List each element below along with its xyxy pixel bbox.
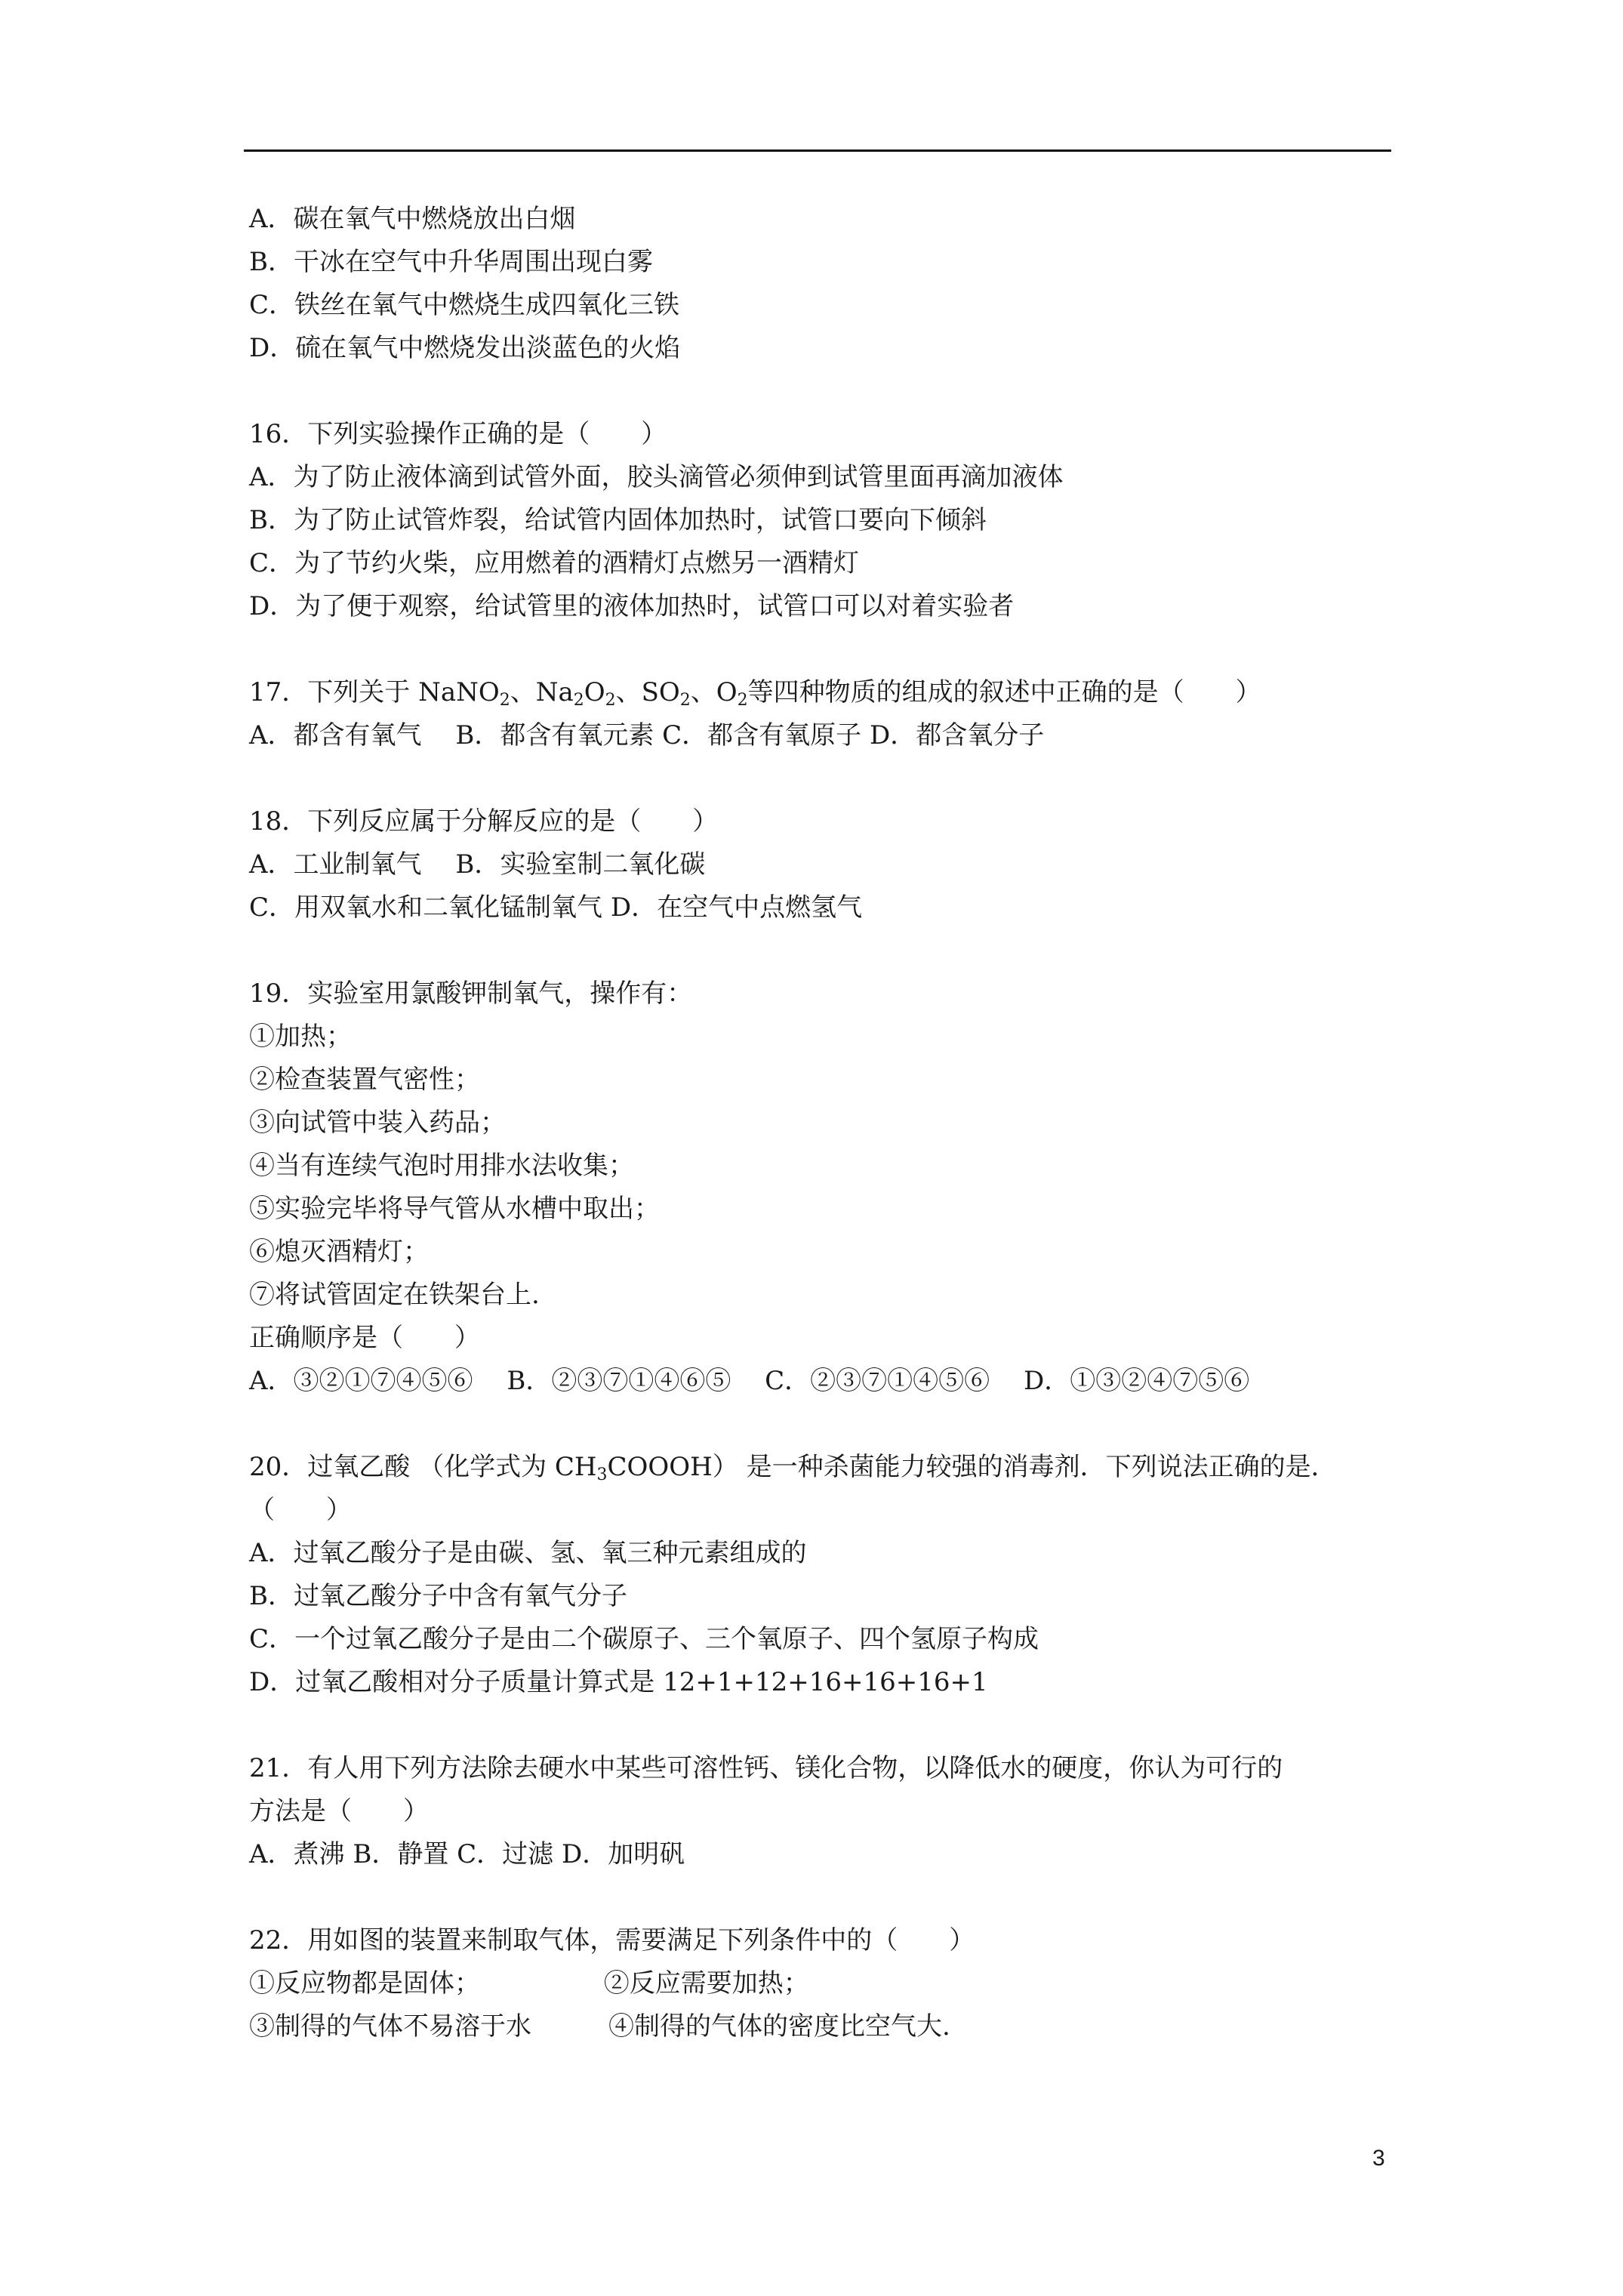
q19-step: ②检查装置气密性； <box>249 1065 480 1095</box>
q19-step: ③向试管中装入药品； <box>249 1108 506 1138</box>
q19-step: ①加热； <box>249 1022 352 1052</box>
header-rule <box>244 149 1391 152</box>
q18-options-line1: A．工业制氧气 B．实验室制二氧化碳 <box>249 849 706 880</box>
q22-conditions-line2: ③制得的气体不易溶于水 ④制得的气体的密度比空气大. <box>249 2011 950 2042</box>
q20-option-d: D．过氧乙酸相对分子质量计算式是 12+1+12+16+16+16+1 <box>249 1667 988 1697</box>
q17-stem: 17．下列关于 NaNO$_2$、$Na_2O_2$、$SO_2$、$O_2$等四种物质的组成的叙述中正确的是（ ） <box>249 677 1261 710</box>
q22-stem: 22．用如图的装置来制取气体，需要满足下列条件中的（ ） <box>249 1925 975 1955</box>
q19-step: ⑦将试管固定在铁架台上. <box>249 1280 540 1310</box>
q16-option-a: A．为了防止液体滴到试管外面，胶头滴管必须伸到试管里面再滴加液体 <box>249 462 1064 492</box>
q17-options: A．都含有氧气 B．都含有氧元素 C．都含有氧原子 D．都含氧分子 <box>249 720 1045 750</box>
q19-step: ⑥熄灭酒精灯； <box>249 1237 429 1267</box>
page-content <box>249 198 1404 2048</box>
page-number: 3 <box>1372 2146 1385 2171</box>
q15-option-b: B．干冰在空气中升华周围出现白雾 <box>249 247 653 277</box>
q21-options: A．煮沸 B．静置 C．过滤 D．加明矾 <box>249 1839 685 1869</box>
q20-stem-line2: （ ） <box>249 1495 352 1525</box>
q19-stem: 19．实验室用氯酸钾制氧气，操作有： <box>249 978 693 1009</box>
q20-option-b: B．过氧乙酸分子中含有氧气分子 <box>249 1581 627 1611</box>
q15-option-d: D．硫在氧气中燃烧发出淡蓝色的火焰 <box>249 333 681 363</box>
q22-conditions-line1: ①反应物都是固体； ②反应需要加热； <box>249 1968 809 1999</box>
q20-stem-line1: 20．过氧乙酸 （化学式为 $CH_3COOOH$） 是一种杀菌能力较强的消毒剂．下列说法正确的是． <box>249 1452 1337 1484</box>
q18-options-line2: C．用双氧水和二氧化锰制氧气 D．在空气中点燃氢气 <box>249 892 863 923</box>
q19-options: A．③②①⑦④⑤⑥ B．②③⑦①④⑥⑤ C．②③⑦①④⑤⑥ D．①③②④⑦⑤⑥ <box>249 1366 1250 1396</box>
q19-step: ④当有连续气泡时用排水法收集； <box>249 1151 634 1181</box>
q19-question: 正确顺序是（ ） <box>249 1323 480 1353</box>
q19-step: ⑤实验完毕将导气管从水槽中取出； <box>249 1194 660 1224</box>
q15-option-a: A．碳在氧气中燃烧放出白烟 <box>249 204 576 234</box>
q21-stem-line2: 方法是（ ） <box>249 1796 429 1826</box>
q20-option-c: C．一个过氧乙酸分子是由二个碳原子、三个氧原子、四个氢原子构成 <box>249 1624 1039 1654</box>
q16-option-d: D．为了便于观察，给试管里的液体加热时，试管口可以对着实验者 <box>249 591 1015 621</box>
q16-option-c: C．为了节约火柴，应用燃着的酒精灯点燃另一酒精灯 <box>249 548 860 578</box>
q16-stem: 16．下列实验操作正确的是（ ） <box>249 419 667 449</box>
q20-option-a: A．过氧乙酸分子是由碳、氢、氧三种元素组成的 <box>249 1538 807 1568</box>
q16-option-b: B．为了防止试管炸裂，给试管内固体加热时，试管口要向下倾斜 <box>249 505 987 535</box>
q15-option-c: C．铁丝在氧气中燃烧生成四氧化三铁 <box>249 290 680 320</box>
q21-stem-line1: 21．有人用下列方法除去硬水中某些可溶性钙、镁化合物，以降低水的硬度，你认为可行的 <box>249 1753 1283 1783</box>
q18-stem: 18．下列反应属于分解反应的是（ ） <box>249 806 719 837</box>
